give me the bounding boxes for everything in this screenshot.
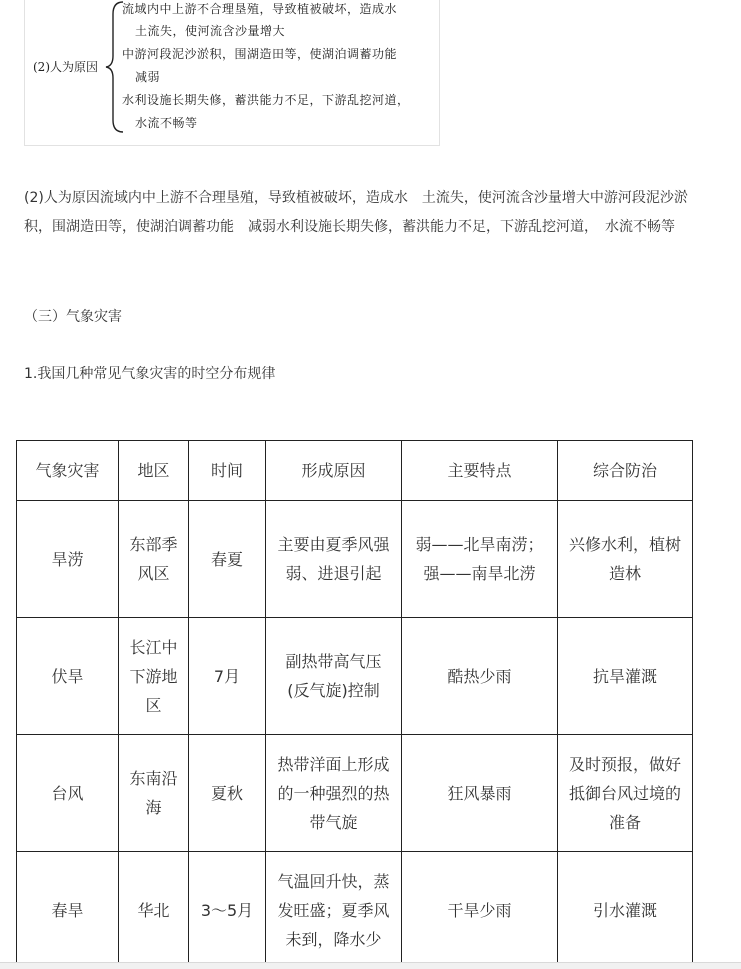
brace-icon (103, 0, 125, 134)
header-prevention: 综合防治 (558, 441, 693, 501)
table-cell: 气温回升快，蒸发旺盛；夏季风未到，降水少 (266, 852, 402, 969)
table-cell: 台风 (17, 735, 119, 852)
table-header-row (17, 441, 693, 501)
table-cell: 东南沿海 (119, 735, 189, 852)
table-row (17, 501, 693, 618)
figure-line-3: 中游河段泥沙淤积，围湖造田等，使湖泊调蓄功能 (122, 47, 398, 61)
section-heading: （三）气象灾害 (24, 309, 122, 325)
table-row (17, 618, 693, 735)
header-region: 地区 (119, 441, 189, 501)
figure-line-6: 水流不畅等 (135, 116, 198, 130)
subheading: 1.我国几种常见气象灾害的时空分布规律 (24, 366, 276, 382)
header-time: 时间 (189, 441, 266, 501)
table-cell: 及时预报，做好抵御台风过境的准备 (558, 735, 693, 852)
figure-line-4: 减弱 (135, 70, 161, 84)
table-row (17, 735, 693, 852)
table-cell: 主要由夏季风强弱、进退引起 (266, 501, 402, 618)
table-cell: 弱——北旱南涝；强——南旱北涝 (402, 501, 558, 618)
human-causes-paragraph: (2)人为原因流域内中上游不合理垦殖，导致植被破坏，造成水 土流失，使河流含沙量增大中游河段泥沙淤积，围湖造田等，使湖泊调蓄功能 减弱水利设施长期失修，蓄洪能力不足，下游乱挖河道， 水流不畅等 (24, 190, 688, 235)
table-cell: 兴修水利，植树造林 (558, 501, 693, 618)
table-cell: 引水灌溉 (558, 852, 693, 969)
figure-label: (2)人为原因 (33, 60, 98, 74)
table-cell: 华北 (119, 852, 189, 969)
table-cell: 狂风暴雨 (402, 735, 558, 852)
table-cell: 干旱少雨 (402, 852, 558, 969)
figure-line-1: 流域内中上游不合理垦殖，导致植被破坏，造成水 (122, 2, 398, 16)
table-cell: 东部季风区 (119, 501, 189, 618)
table-cell: 春夏 (189, 501, 266, 618)
header-cause: 形成原因 (266, 441, 402, 501)
human-causes-figure (24, 0, 440, 146)
table-cell: 旱涝 (17, 501, 119, 618)
weather-hazard-table (16, 440, 693, 969)
figure-line-2: 土流失，使河流含沙量增大 (135, 24, 286, 38)
header-hazard: 气象灾害 (17, 441, 119, 501)
table-cell: 7月 (189, 618, 266, 735)
table-cell: 长江中下游地区 (119, 618, 189, 735)
table-cell: 酷热少雨 (402, 618, 558, 735)
table-cell: 夏秋 (189, 735, 266, 852)
table-cell: 抗旱灌溉 (558, 618, 693, 735)
header-features: 主要特点 (402, 441, 558, 501)
table-row (17, 852, 693, 969)
table-cell: 伏旱 (17, 618, 119, 735)
table-cell: 春旱 (17, 852, 119, 969)
figure-line-5: 水利设施长期失修，蓄洪能力不足，下游乱挖河道， (122, 93, 410, 107)
table-cell: 副热带高气压(反气旋)控制 (266, 618, 402, 735)
table-cell: 3～5月 (189, 852, 266, 969)
table-cell: 热带洋面上形成的一种强烈的热带气旋 (266, 735, 402, 852)
